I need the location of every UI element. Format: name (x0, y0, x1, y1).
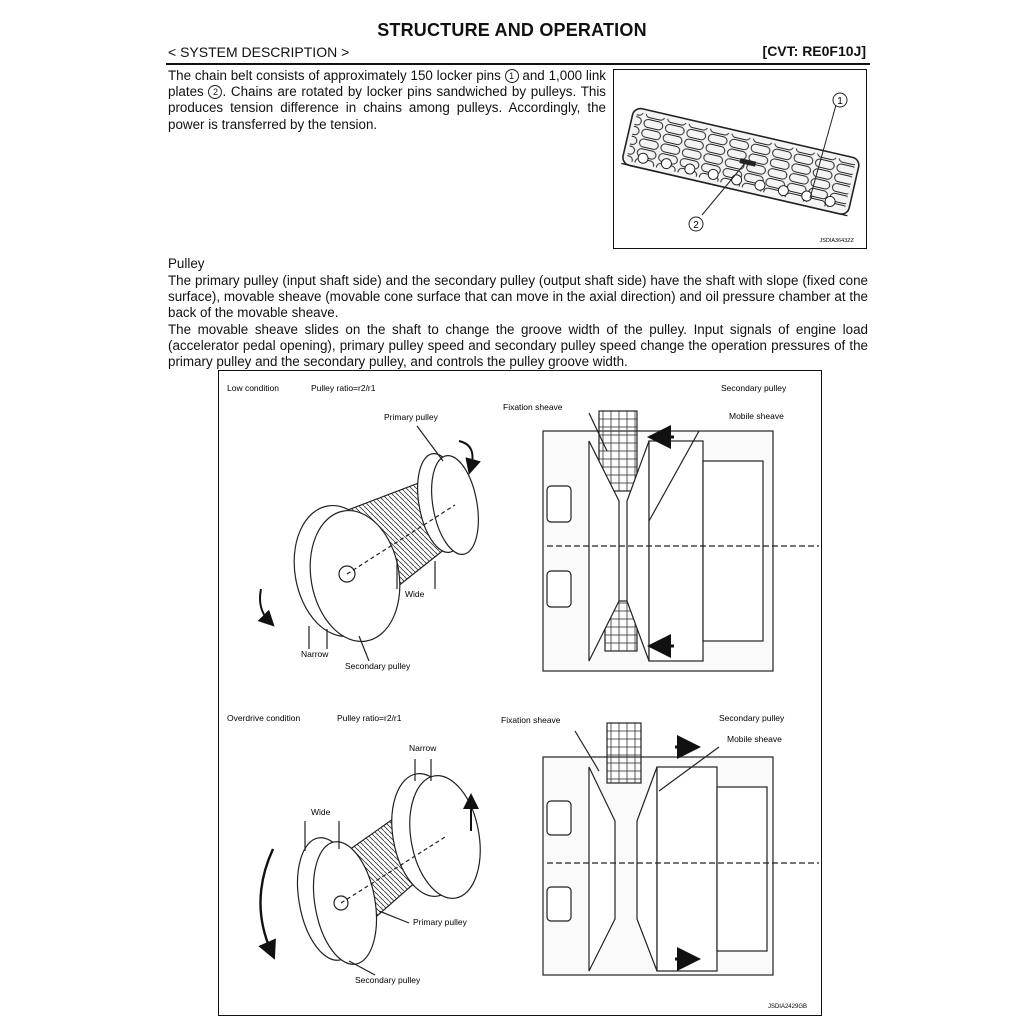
callout-mark-2: 2 (208, 85, 222, 99)
model-code: [CVT: RE0F10J] (762, 43, 866, 59)
od-condition-label: Overdrive condition (227, 713, 301, 723)
od-primary-label: Primary pulley (413, 917, 467, 927)
chain-text-3: . Chains are rotated by locker pins sandwiched by pulleys. This produces tension difference in chains among pulleys. Accordingly, the power is transferred by the tension. (168, 84, 606, 132)
page-title: STRUCTURE AND OPERATION (377, 20, 647, 40)
od-mobile-label: Mobile sheave (727, 734, 782, 744)
low-wide-label: Wide (405, 589, 425, 599)
chain-text-2: and 1,000 link plates (168, 68, 606, 100)
low-narrow-label: Narrow (301, 649, 329, 659)
od-narrow-label: Narrow (409, 743, 437, 753)
low-fixation-label: Fixation sheave (503, 402, 563, 412)
low-pulley-drawing (284, 426, 485, 661)
od-cross-section (543, 723, 819, 975)
od-wide-label: Wide (311, 807, 331, 817)
od-secondary-right-label: Secondary pulley (719, 713, 785, 723)
low-mobile-label: Mobile sheave (729, 411, 784, 421)
pulley-heading: Pulley (168, 256, 205, 271)
low-secondary-right-label: Secondary pulley (721, 383, 787, 393)
pulley-diagram-illustration (219, 371, 820, 1014)
low-condition-label: Low condition (227, 383, 279, 393)
figure2-code: JSDIA2429GB (767, 1004, 807, 1010)
pulley-condition-diagram (218, 370, 822, 1016)
chain-belt-illustration (614, 70, 865, 247)
section-label: < SYSTEM DESCRIPTION > (168, 44, 350, 60)
chain-belt-figure (613, 69, 867, 249)
od-fixation-label: Fixation sheave (501, 715, 561, 725)
figure1-callout-1: 1 (837, 96, 843, 107)
pulley-paragraph-2: The movable sheave slides on the shaft to change the groove width of the pulley. Input signals of engine load (accelerator pedal opening), primary pulley speed and secondary pulley speed change the operation pressures of the primary pulley and the secondary pulley, and controls the pulley groove width. (168, 321, 868, 370)
header-rule (166, 63, 870, 65)
chain-text-1: The chain belt consists of approximately 150 locker pins (168, 68, 505, 83)
pulley-paragraphs (168, 273, 868, 370)
figure1-code: JSDIA3643ZZ (819, 238, 854, 244)
callout-mark-1: 1 (505, 69, 519, 83)
pulley-paragraph-1: The primary pulley (input shaft side) and the secondary pulley (output shaft side) have the shaft with slope (fixed cone surface), movable sheave (movable cone surface that can move in the axial direction) and oil pressure chamber at the back of the movable sheave. (168, 273, 868, 321)
low-secondary-label: Secondary pulley (345, 661, 411, 671)
low-primary-label: Primary pulley (384, 412, 438, 422)
low-cross-section (543, 411, 819, 671)
od-ratio-label: Pulley ratio=r2/r1 (337, 713, 402, 723)
od-secondary-label: Secondary pulley (355, 975, 421, 985)
low-ratio-label: Pulley ratio=r2/r1 (311, 383, 376, 393)
od-pulley-drawing (289, 759, 490, 975)
figure1-callout-2: 2 (693, 220, 699, 231)
chain-belt-paragraph (168, 68, 606, 133)
